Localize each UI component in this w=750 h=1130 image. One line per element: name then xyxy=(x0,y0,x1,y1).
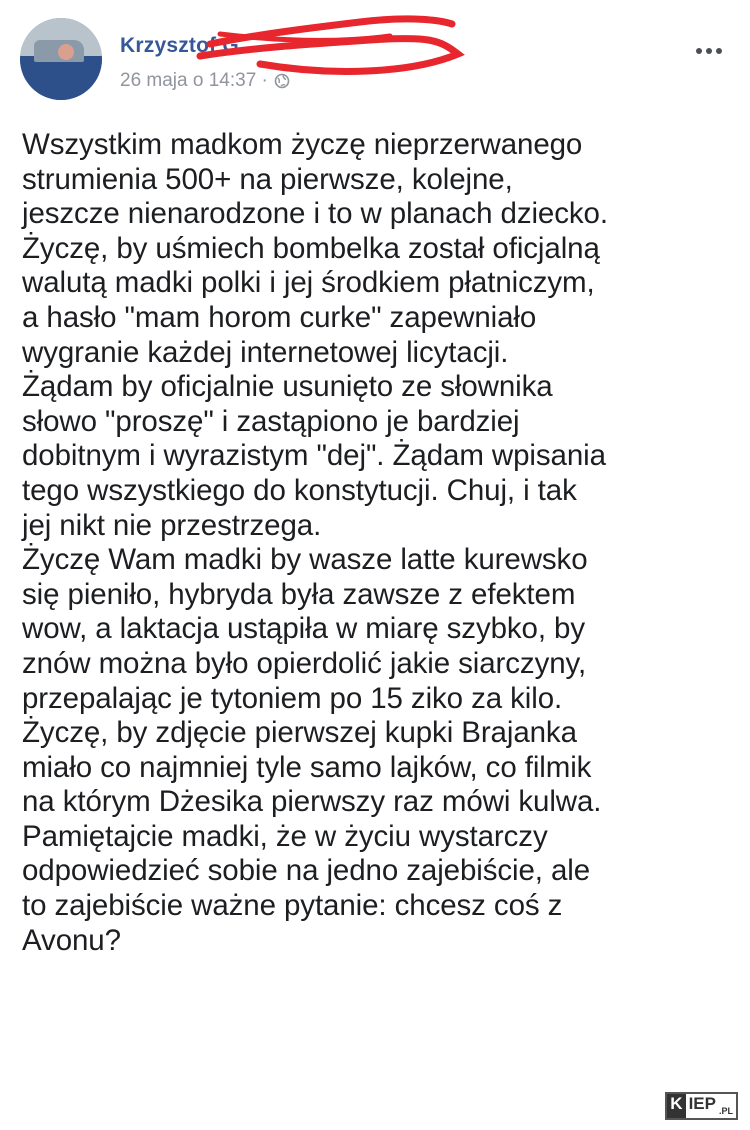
post-meta xyxy=(120,70,290,92)
post-header xyxy=(0,0,750,110)
avatar-car xyxy=(20,56,102,100)
globe-icon[interactable] xyxy=(274,73,290,89)
author-avatar[interactable] xyxy=(20,18,102,100)
more-options-dot xyxy=(716,48,722,54)
avatar-face xyxy=(58,44,74,60)
kiep-watermark-logo xyxy=(665,1092,738,1120)
post-text: Wszystkim madkom życzę nieprzerwanego strumienia 500+ na pierwsze, kolejne, jeszcze nienarodzone i to w planach dziecko. Życzę, by uśmiech bombelka został oficjalną walutą madki polki i jej środkiem płatniczym, a hasło "mam horom curke" zapewniało wygranie każdej internetowej licytacji. Żądam by oficjalnie usunięto ze słownika słowo "proszę" i zastąpiono je bardziej dobitnym i wyrazistym "dej". Żądam wpisania tego wszystkiego do konstytucji. Chuj, i tak jej nikt nie przestrzega. Życzę Wam madki by wasze latte kurewsko się pieniło, hybryda była zawsze z efektem wow, a laktacja ustąpiła w miarę szybko, by znów można było opierdolić jakie siarczyny, przepalając je tytoniem po 15 ziko za kilo. Życzę, by zdjęcie pierwszej kupki Brajanka miało co najmniej tyle samo lajków, co filmik na którym Dżesika pierwszy raz mówi kulwa. Pamiętajcie madki, że w życiu wystarczy odpowiedzieć sobie na jedno zajebiście, ale to zajebiście ważne pytanie: chcesz coś z Avonu? xyxy=(22,128,608,957)
watermark-suffix: .PL xyxy=(718,1106,733,1116)
more-options-dot xyxy=(696,48,702,54)
watermark-text: IEP xyxy=(688,1094,716,1113)
post-timestamp[interactable]: 26 maja o 14:37 · xyxy=(120,70,268,91)
watermark-k: K xyxy=(667,1094,685,1118)
author-name[interactable]: Krzysztof G xyxy=(120,34,239,57)
more-options-icon[interactable] xyxy=(696,44,722,58)
more-options-dot xyxy=(706,48,712,54)
